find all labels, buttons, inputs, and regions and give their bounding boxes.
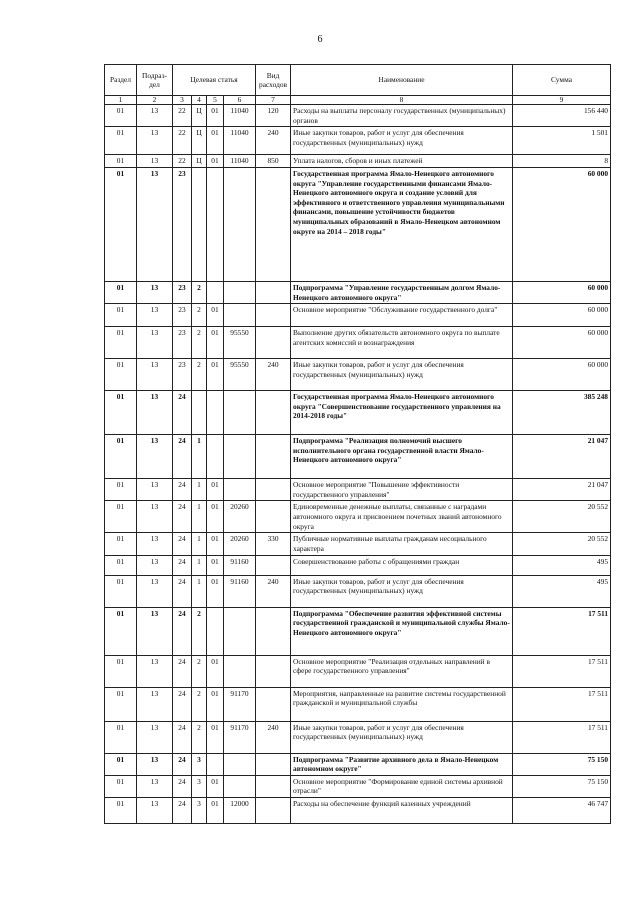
direction-cell: 11040 bbox=[224, 155, 256, 168]
direction-cell bbox=[224, 435, 256, 479]
table-row bbox=[105, 155, 611, 168]
event-cell: 01 bbox=[207, 105, 224, 127]
program-cell: 22 bbox=[173, 105, 192, 127]
direction-cell bbox=[224, 479, 256, 501]
table-row bbox=[105, 327, 611, 359]
razdel-cell: 01 bbox=[105, 533, 137, 555]
header-podrazdel: Подраз-дел bbox=[137, 65, 173, 96]
direction-cell: 20260 bbox=[224, 501, 256, 533]
vid-cell bbox=[256, 798, 291, 824]
vid-cell bbox=[256, 775, 291, 797]
name-cell: Основное мероприятие "Реализация отдельных направлений в сфере государственного управления" bbox=[291, 655, 513, 687]
razdel-cell: 01 bbox=[105, 753, 137, 775]
sum-cell: 20 552 bbox=[513, 533, 611, 555]
podrazdel-cell: 13 bbox=[137, 687, 173, 721]
event-cell: 01 bbox=[207, 327, 224, 359]
event-cell: 01 bbox=[207, 359, 224, 391]
event-cell bbox=[207, 281, 224, 303]
table-row bbox=[105, 533, 611, 555]
vid-cell bbox=[256, 687, 291, 721]
vid-cell bbox=[256, 304, 291, 327]
subprogram-cell: 2 bbox=[192, 721, 207, 753]
razdel-cell: 01 bbox=[105, 105, 137, 127]
podrazdel-cell: 13 bbox=[137, 575, 173, 607]
subprogram-cell: 2 bbox=[192, 304, 207, 327]
subprogram-cell: 1 bbox=[192, 533, 207, 555]
razdel-cell: 01 bbox=[105, 359, 137, 391]
header-razdel: Раздел bbox=[105, 65, 137, 96]
column-number-cell: 9 bbox=[513, 96, 611, 105]
table-row bbox=[105, 687, 611, 721]
sum-cell: 17 511 bbox=[513, 607, 611, 655]
vid-cell bbox=[256, 391, 291, 435]
event-cell: 01 bbox=[207, 304, 224, 327]
event-cell: 01 bbox=[207, 127, 224, 155]
razdel-cell: 01 bbox=[105, 435, 137, 479]
sum-cell: 60 000 bbox=[513, 281, 611, 303]
header-naimenovanie: Наименование bbox=[291, 65, 513, 96]
podrazdel-cell: 13 bbox=[137, 607, 173, 655]
table-row bbox=[105, 655, 611, 687]
vid-cell: 330 bbox=[256, 533, 291, 555]
subprogram-cell bbox=[192, 167, 207, 281]
podrazdel-cell: 13 bbox=[137, 479, 173, 501]
direction-cell bbox=[224, 281, 256, 303]
name-cell: Подпрограмма "Управление государственным долгом Ямало-Ненецкого автономного округа" bbox=[291, 281, 513, 303]
name-cell: Совершенствование работы с обращениями граждан bbox=[291, 555, 513, 575]
direction-cell: 91170 bbox=[224, 687, 256, 721]
name-cell: Расходы на выплаты персоналу государственных (муниципальных) органов bbox=[291, 105, 513, 127]
podrazdel-cell: 13 bbox=[137, 655, 173, 687]
vid-cell bbox=[256, 555, 291, 575]
name-cell: Основное мероприятие "Обслуживание государственного долга" bbox=[291, 304, 513, 327]
program-cell: 24 bbox=[173, 753, 192, 775]
column-numbers-row bbox=[105, 96, 611, 105]
program-cell: 24 bbox=[173, 687, 192, 721]
direction-cell: 95550 bbox=[224, 327, 256, 359]
podrazdel-cell: 13 bbox=[137, 127, 173, 155]
event-cell: 01 bbox=[207, 575, 224, 607]
podrazdel-cell: 13 bbox=[137, 105, 173, 127]
sum-cell: 385 248 bbox=[513, 391, 611, 435]
direction-cell bbox=[224, 607, 256, 655]
podrazdel-cell: 13 bbox=[137, 327, 173, 359]
event-cell: 01 bbox=[207, 775, 224, 797]
program-cell: 24 bbox=[173, 391, 192, 435]
vid-cell: 240 bbox=[256, 575, 291, 607]
podrazdel-cell: 13 bbox=[137, 167, 173, 281]
direction-cell: 91170 bbox=[224, 721, 256, 753]
sum-cell: 75 150 bbox=[513, 775, 611, 797]
razdel-cell: 01 bbox=[105, 281, 137, 303]
name-cell: Иные закупки товаров, работ и услуг для обеспечения государственных (муниципальных) нужд bbox=[291, 721, 513, 753]
event-cell: 01 bbox=[207, 687, 224, 721]
program-cell: 23 bbox=[173, 327, 192, 359]
podrazdel-cell: 13 bbox=[137, 555, 173, 575]
event-cell: 01 bbox=[207, 479, 224, 501]
name-cell: Иные закупки товаров, работ и услуг для обеспечения государственных (муниципальных) нужд bbox=[291, 359, 513, 391]
sum-cell: 17 511 bbox=[513, 687, 611, 721]
sum-cell: 17 511 bbox=[513, 721, 611, 753]
column-number-cell: 4 bbox=[192, 96, 207, 105]
vid-cell bbox=[256, 753, 291, 775]
subprogram-cell: Ц bbox=[192, 127, 207, 155]
podrazdel-cell: 13 bbox=[137, 775, 173, 797]
program-cell: 23 bbox=[173, 281, 192, 303]
program-cell: 24 bbox=[173, 435, 192, 479]
table-row bbox=[105, 391, 611, 435]
table-row bbox=[105, 753, 611, 775]
subprogram-cell: 2 bbox=[192, 281, 207, 303]
podrazdel-cell: 13 bbox=[137, 533, 173, 555]
subprogram-cell: 1 bbox=[192, 435, 207, 479]
razdel-cell: 01 bbox=[105, 127, 137, 155]
name-cell: Подпрограмма "Обеспечение развития эффективной системы государственной гражданской и муниципальной службы Ямало-Ненецкого автономного округа" bbox=[291, 607, 513, 655]
subprogram-cell: 2 bbox=[192, 327, 207, 359]
column-number-cell: 1 bbox=[105, 96, 137, 105]
subprogram-cell: 2 bbox=[192, 687, 207, 721]
direction-cell: 11040 bbox=[224, 105, 256, 127]
razdel-cell: 01 bbox=[105, 391, 137, 435]
program-cell: 24 bbox=[173, 607, 192, 655]
subprogram-cell: 2 bbox=[192, 655, 207, 687]
vid-cell bbox=[256, 167, 291, 281]
name-cell: Единовременные денежные выплаты, связанные с наградами автономного округа и присвоением почетных званий автономного округа bbox=[291, 501, 513, 533]
program-cell: 24 bbox=[173, 721, 192, 753]
direction-cell bbox=[224, 167, 256, 281]
event-cell: 01 bbox=[207, 655, 224, 687]
sum-cell: 8 bbox=[513, 155, 611, 168]
table-row bbox=[105, 105, 611, 127]
column-number-cell: 3 bbox=[173, 96, 192, 105]
vid-cell bbox=[256, 435, 291, 479]
podrazdel-cell: 13 bbox=[137, 435, 173, 479]
sum-cell: 60 000 bbox=[513, 304, 611, 327]
event-cell: 01 bbox=[207, 501, 224, 533]
sum-cell: 156 440 bbox=[513, 105, 611, 127]
vid-cell: 240 bbox=[256, 721, 291, 753]
program-cell: 24 bbox=[173, 555, 192, 575]
podrazdel-cell: 13 bbox=[137, 501, 173, 533]
event-cell bbox=[207, 167, 224, 281]
podrazdel-cell: 13 bbox=[137, 359, 173, 391]
program-cell: 24 bbox=[173, 501, 192, 533]
vid-cell: 120 bbox=[256, 105, 291, 127]
razdel-cell: 01 bbox=[105, 687, 137, 721]
subprogram-cell: 3 bbox=[192, 753, 207, 775]
name-cell: Основное мероприятие "Формирование единой системы архивной отрасли" bbox=[291, 775, 513, 797]
direction-cell bbox=[224, 304, 256, 327]
podrazdel-cell: 13 bbox=[137, 281, 173, 303]
razdel-cell: 01 bbox=[105, 167, 137, 281]
direction-cell bbox=[224, 655, 256, 687]
budget-table bbox=[104, 64, 611, 824]
sum-cell: 495 bbox=[513, 575, 611, 607]
sum-cell: 1 501 bbox=[513, 127, 611, 155]
event-cell bbox=[207, 607, 224, 655]
subprogram-cell: 2 bbox=[192, 607, 207, 655]
subprogram-cell: 1 bbox=[192, 479, 207, 501]
razdel-cell: 01 bbox=[105, 155, 137, 168]
table-row bbox=[105, 359, 611, 391]
vid-cell bbox=[256, 607, 291, 655]
header-celevaya-statya: Целевая статья bbox=[173, 65, 256, 96]
sum-cell: 21 047 bbox=[513, 435, 611, 479]
name-cell: Уплата налогов, сборов и иных платежей bbox=[291, 155, 513, 168]
podrazdel-cell: 13 bbox=[137, 155, 173, 168]
table-row bbox=[105, 607, 611, 655]
name-cell: Выполнение других обязательств автономного округа по выплате агентских комиссий и вознаграждения bbox=[291, 327, 513, 359]
program-cell: 24 bbox=[173, 798, 192, 824]
table-row bbox=[105, 435, 611, 479]
direction-cell: 20260 bbox=[224, 533, 256, 555]
sum-cell: 60 000 bbox=[513, 359, 611, 391]
column-number-cell: 8 bbox=[291, 96, 513, 105]
vid-cell: 240 bbox=[256, 127, 291, 155]
program-cell: 24 bbox=[173, 575, 192, 607]
razdel-cell: 01 bbox=[105, 304, 137, 327]
sum-cell: 60 000 bbox=[513, 167, 611, 281]
table-row bbox=[105, 555, 611, 575]
program-cell: 23 bbox=[173, 359, 192, 391]
direction-cell: 11040 bbox=[224, 127, 256, 155]
vid-cell bbox=[256, 479, 291, 501]
podrazdel-cell: 13 bbox=[137, 798, 173, 824]
direction-cell: 91160 bbox=[224, 575, 256, 607]
event-cell: 01 bbox=[207, 798, 224, 824]
vid-cell bbox=[256, 281, 291, 303]
razdel-cell: 01 bbox=[105, 655, 137, 687]
razdel-cell: 01 bbox=[105, 775, 137, 797]
name-cell: Государственная программа Ямало-Ненецкого автономного округа "Совершенствование государственного управления на 2014-2018 годы" bbox=[291, 391, 513, 435]
sum-cell: 75 150 bbox=[513, 753, 611, 775]
subprogram-cell: 1 bbox=[192, 501, 207, 533]
program-cell: 23 bbox=[173, 304, 192, 327]
vid-cell: 850 bbox=[256, 155, 291, 168]
razdel-cell: 01 bbox=[105, 327, 137, 359]
subprogram-cell: 2 bbox=[192, 359, 207, 391]
name-cell: Иные закупки товаров, работ и услуг для обеспечения государственных (муниципальных) нужд bbox=[291, 127, 513, 155]
program-cell: 24 bbox=[173, 533, 192, 555]
table-row bbox=[105, 167, 611, 281]
event-cell bbox=[207, 753, 224, 775]
name-cell: Иные закупки товаров, работ и услуг для обеспечения государственных (муниципальных) нужд bbox=[291, 575, 513, 607]
razdel-cell: 01 bbox=[105, 555, 137, 575]
razdel-cell: 01 bbox=[105, 479, 137, 501]
podrazdel-cell: 13 bbox=[137, 753, 173, 775]
podrazdel-cell: 13 bbox=[137, 721, 173, 753]
program-cell: 24 bbox=[173, 655, 192, 687]
subprogram-cell: 3 bbox=[192, 775, 207, 797]
column-number-cell: 6 bbox=[224, 96, 256, 105]
table-row bbox=[105, 127, 611, 155]
table-body bbox=[105, 105, 611, 824]
subprogram-cell bbox=[192, 391, 207, 435]
direction-cell bbox=[224, 775, 256, 797]
event-cell bbox=[207, 391, 224, 435]
event-cell bbox=[207, 435, 224, 479]
table-row bbox=[105, 775, 611, 797]
program-cell: 22 bbox=[173, 155, 192, 168]
sum-cell: 17 511 bbox=[513, 655, 611, 687]
table-row bbox=[105, 575, 611, 607]
direction-cell: 12000 bbox=[224, 798, 256, 824]
subprogram-cell: Ц bbox=[192, 105, 207, 127]
name-cell: Мероприятия, направленные на развитие системы государственной гражданской и муниципальной службы bbox=[291, 687, 513, 721]
direction-cell bbox=[224, 391, 256, 435]
event-cell: 01 bbox=[207, 721, 224, 753]
table-row bbox=[105, 798, 611, 824]
vid-cell bbox=[256, 655, 291, 687]
event-cell: 01 bbox=[207, 555, 224, 575]
name-cell: Подпрограмма "Развитие архивного дела в Ямало-Ненецком автономном округе" bbox=[291, 753, 513, 775]
sum-cell: 20 552 bbox=[513, 501, 611, 533]
program-cell: 24 bbox=[173, 775, 192, 797]
program-cell: 23 bbox=[173, 167, 192, 281]
name-cell: Государственная программа Ямало-Ненецкого автономного округа "Управление государственными финансами Ямало-Ненецкого автономного округа и создание условий для эффективного и ответственного управления муниципальными финансами, повышение устойчивости бюджетов муниципальных образований в Ямало-Ненецком автономном округе на 2014 – 2018 годы" bbox=[291, 167, 513, 281]
name-cell: Публичные нормативные выплаты гражданам несоциального характера bbox=[291, 533, 513, 555]
direction-cell: 95550 bbox=[224, 359, 256, 391]
subprogram-cell: 1 bbox=[192, 555, 207, 575]
vid-cell bbox=[256, 327, 291, 359]
vid-cell bbox=[256, 501, 291, 533]
sum-cell: 60 000 bbox=[513, 327, 611, 359]
table-row bbox=[105, 281, 611, 303]
vid-cell: 240 bbox=[256, 359, 291, 391]
event-cell: 01 bbox=[207, 155, 224, 168]
subprogram-cell: 3 bbox=[192, 798, 207, 824]
column-number-cell: 5 bbox=[207, 96, 224, 105]
name-cell: Подпрограмма "Реализация полномочий высшего исполнительного органа государственной власти Ямало-Ненецкого автономного округа" bbox=[291, 435, 513, 479]
name-cell: Расходы на обеспечение функций казенных учреждений bbox=[291, 798, 513, 824]
column-number-cell: 2 bbox=[137, 96, 173, 105]
sum-cell: 495 bbox=[513, 555, 611, 575]
direction-cell bbox=[224, 753, 256, 775]
name-cell: Основное мероприятие "Повышение эффективности государственного управления" bbox=[291, 479, 513, 501]
table-row bbox=[105, 501, 611, 533]
header-vid-rashodov: Вид расходов bbox=[256, 65, 291, 96]
direction-cell: 91160 bbox=[224, 555, 256, 575]
subprogram-cell: Ц bbox=[192, 155, 207, 168]
header-summa: Сумма bbox=[513, 65, 611, 96]
razdel-cell: 01 bbox=[105, 607, 137, 655]
table-row bbox=[105, 721, 611, 753]
podrazdel-cell: 13 bbox=[137, 304, 173, 327]
subprogram-cell: 1 bbox=[192, 575, 207, 607]
program-cell: 22 bbox=[173, 127, 192, 155]
program-cell: 24 bbox=[173, 479, 192, 501]
column-number-cell: 7 bbox=[256, 96, 291, 105]
razdel-cell: 01 bbox=[105, 501, 137, 533]
table-row bbox=[105, 304, 611, 327]
razdel-cell: 01 bbox=[105, 798, 137, 824]
page-number: 6 bbox=[317, 34, 323, 45]
sum-cell: 21 047 bbox=[513, 479, 611, 501]
podrazdel-cell: 13 bbox=[137, 391, 173, 435]
razdel-cell: 01 bbox=[105, 575, 137, 607]
razdel-cell: 01 bbox=[105, 721, 137, 753]
table-row bbox=[105, 479, 611, 501]
event-cell: 01 bbox=[207, 533, 224, 555]
sum-cell: 46 747 bbox=[513, 798, 611, 824]
